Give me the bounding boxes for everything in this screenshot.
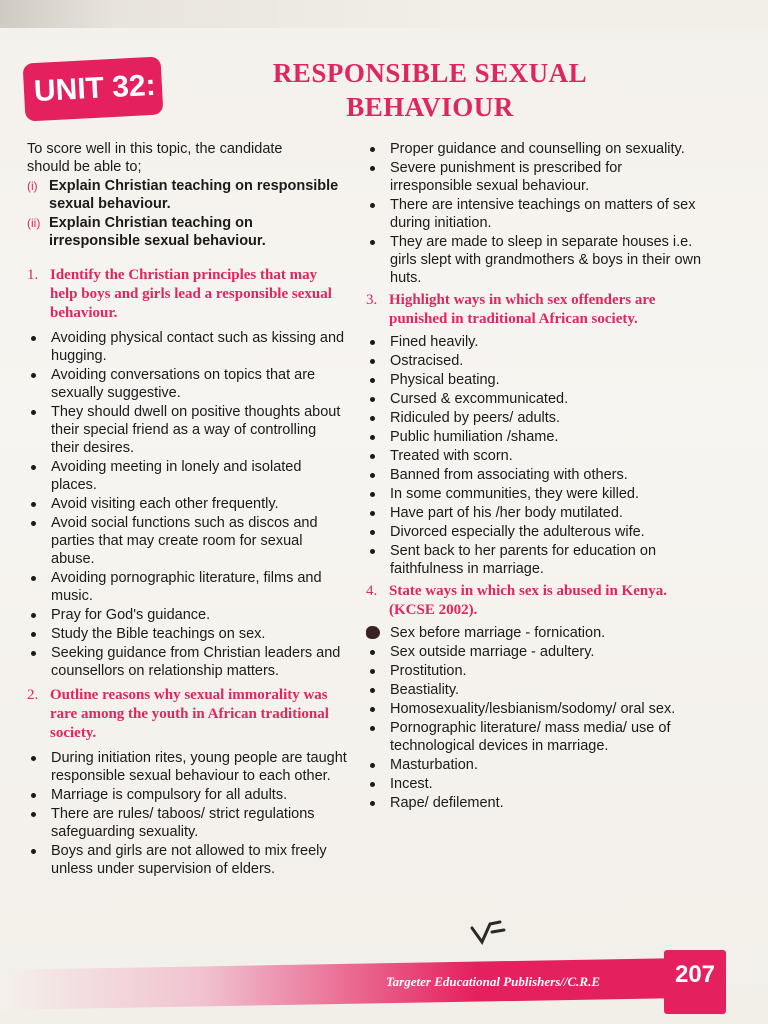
bullet-icon [366,352,390,370]
page-number: 207 [664,950,726,1014]
list-item-text: In some communities, they were killed. [390,486,640,502]
question-text: State ways in which sex is abused in Kenya. (KCSE 2002). [389,583,667,618]
list-item-text: During initiation rites, young people are taught responsible sexual behaviour to each other. [51,750,347,784]
unit-badge: UNIT 32: [23,56,164,121]
list-item-text: Treated with scorn. [390,448,513,464]
bullet-icon [366,504,390,522]
bullet-icon [366,390,390,408]
objective-text: Explain Christian teaching on responsible sexual behaviour. [49,178,339,212]
question-heading [366,582,704,620]
list-item-text: Avoid social functions such as discos and parties that may create room for sexual abuse. [51,515,318,567]
list-item-text: There are intensive teachings on matters of sex during initiation. [390,197,696,231]
list-item [366,643,704,661]
question-heading [366,291,704,329]
question-number: 2. [27,687,39,703]
list-item [366,504,704,522]
objective-number: (ii) [27,216,41,230]
answer-list [366,624,704,812]
bullet-icon [366,409,390,427]
list-item [27,514,347,568]
intro [27,140,347,250]
bullet-icon [366,371,390,389]
list-item-text: Sent back to her parents for education on faithfulness in marriage. [390,543,657,577]
list-item [27,569,347,605]
question-number: 1. [27,267,39,283]
list-item [366,159,704,195]
intro-line-1: To score well in this topic, the candidate [27,141,283,157]
list-item [27,403,347,457]
list-item-text: Sex before marriage - fornication. [390,625,606,641]
list-item [366,719,704,755]
list-item-text: Have part of his /her body mutilated. [390,505,623,521]
bullet-icon [27,842,51,878]
list-item-text: Sex outside marriage - adultery. [390,644,595,660]
bullet-icon [27,644,51,680]
list-item [27,329,347,365]
bullet-icon [366,542,390,578]
pen-scribble-icon [470,918,510,946]
list-item-text: They should dwell on positive thoughts about their special friend as a way of controlling their desires. [51,404,341,456]
list-item [27,644,347,680]
list-item-text: Prostitution. [390,663,467,679]
list-item-text: Incest. [390,776,433,792]
list-item [366,371,704,389]
list-item-text: Avoiding physical contact such as kissing and hugging. [51,330,345,364]
bullet-icon [27,458,51,494]
bullet-icon [27,495,51,513]
list-item-text: Public humiliation /shame. [390,429,559,445]
list-item [27,366,347,402]
list-item [27,625,347,643]
list-item-text: Ridiculed by peers/ adults. [390,410,561,426]
list-item-text: Avoiding meeting in lonely and isolated places. [51,459,302,493]
list-item-text: Avoiding conversations on topics that are sexually suggestive. [51,367,316,401]
list-item [27,749,347,785]
question-text: Highlight ways in which sex offenders are punished in traditional African society. [389,292,656,327]
list-item-text: Physical beating. [390,372,500,388]
objective [27,177,347,213]
bullet-icon [366,196,390,232]
ink-blot-bullet-icon [366,624,390,642]
bullet-icon [27,514,51,568]
list-item-text: They are made to sleep in separate houses i.e. girls slept with grandmothers & boys in their own huts. [390,234,702,286]
list-item [366,681,704,699]
bullet-icon [366,140,390,158]
list-item-text: Divorced especially the adulterous wife. [390,524,645,540]
publisher-footer: Targeter Educational Publishers//C.R.E [385,974,600,989]
answer-list [27,749,347,878]
answer-list [366,333,704,578]
bullet-icon [366,485,390,503]
question-text: Identify the Christian principles that may help boys and girls lead a responsible sexual behaviour. [50,267,332,321]
bullet-icon [366,466,390,484]
list-item-text: Proper guidance and counselling on sexuality. [390,141,685,157]
list-item [27,606,347,624]
list-item-text: Beastiality. [390,682,460,698]
bullet-icon [366,681,390,699]
page-title [240,56,620,124]
list-item [366,756,704,774]
list-item-text: Seeking guidance from Christian leaders and counsellors on relationship matters. [51,645,341,679]
list-item [366,428,704,446]
objective-text: Explain Christian teaching on irresponsible sexual behaviour. [49,215,266,249]
bullet-icon [27,786,51,804]
list-item [366,409,704,427]
objective-number: (i) [27,179,38,193]
list-item [366,775,704,793]
list-item [366,485,704,503]
bullet-icon [366,233,390,287]
bullet-icon [366,662,390,680]
list-item-text: Masturbation. [390,757,478,773]
bullet-icon [366,523,390,541]
bullet-icon [27,805,51,841]
right-column [366,140,704,813]
list-item-text: Marriage is compulsory for all adults. [51,787,288,803]
list-item [366,662,704,680]
bullet-icon [366,643,390,661]
title-line-1: RESPONSIBLE SEXUAL [272,58,588,88]
bullet-icon [366,775,390,793]
list-item-text: Pornographic literature/ mass media/ use of technological devices in marriage. [390,720,671,754]
list-item [366,352,704,370]
bullet-icon [27,625,51,643]
list-item [366,794,704,812]
list-item [366,624,704,642]
intro-line-2: should be able to; [27,159,142,175]
objective [27,214,347,250]
list-item [366,233,704,287]
bullet-icon [366,447,390,465]
list-item [366,700,704,718]
list-item-text: Banned from associating with others. [390,467,628,483]
bullet-icon [27,403,51,457]
list-item-text: Boys and girls are not allowed to mix freely unless under supervision of elders. [51,843,327,877]
list-item [27,786,347,804]
list-item-text: Pray for God's guidance. [51,607,211,623]
title-line-2: BEHAVIOUR [346,92,514,122]
answer-list [27,329,347,680]
bullet-icon [27,329,51,365]
bullet-icon [366,159,390,195]
list-item [366,447,704,465]
question-text: Outline reasons why sexual immorality was rare among the youth in African traditional society. [50,687,329,741]
bullet-icon [366,794,390,812]
bullet-icon [366,756,390,774]
list-item-text: Fined heavily. [390,334,479,350]
list-item-text: There are rules/ taboos/ strict regulations safeguarding sexuality. [51,806,315,840]
bullet-icon [27,749,51,785]
bullet-icon [366,333,390,351]
bullet-icon [27,569,51,605]
bullet-icon [27,606,51,624]
list-item [366,390,704,408]
list-item-text: Cursed & excommunicated. [390,391,569,407]
list-item-text: Avoid visiting each other frequently. [51,496,279,512]
list-item [27,842,347,878]
list-item [366,523,704,541]
question-number: 4. [366,583,378,599]
list-item [27,495,347,513]
bullet-icon [27,366,51,402]
bullet-icon [366,700,390,718]
page-top-shadow [0,0,768,28]
question-number: 3. [366,292,378,308]
list-item [366,466,704,484]
list-item-text: Avoiding pornographic literature, films and music. [51,570,322,604]
list-item [366,196,704,232]
list-item [27,458,347,494]
list-item [366,542,704,578]
list-item [27,805,347,841]
list-item-text: Rape/ defilement. [390,795,504,811]
answer-list [366,140,704,287]
question-heading [27,266,347,323]
list-item-text: Homosexuality/lesbianism/sodomy/ oral sex. [390,701,676,717]
list-item [366,140,704,158]
question-heading [27,686,347,743]
list-item-text: Severe punishment is prescribed for irresponsible sexual behaviour. [390,160,623,194]
bullet-icon [366,719,390,755]
list-item-text: Study the Bible teachings on sex. [51,626,266,642]
list-item-text: Ostracised. [390,353,464,369]
list-item [366,333,704,351]
left-column [27,140,347,879]
bullet-icon [366,428,390,446]
